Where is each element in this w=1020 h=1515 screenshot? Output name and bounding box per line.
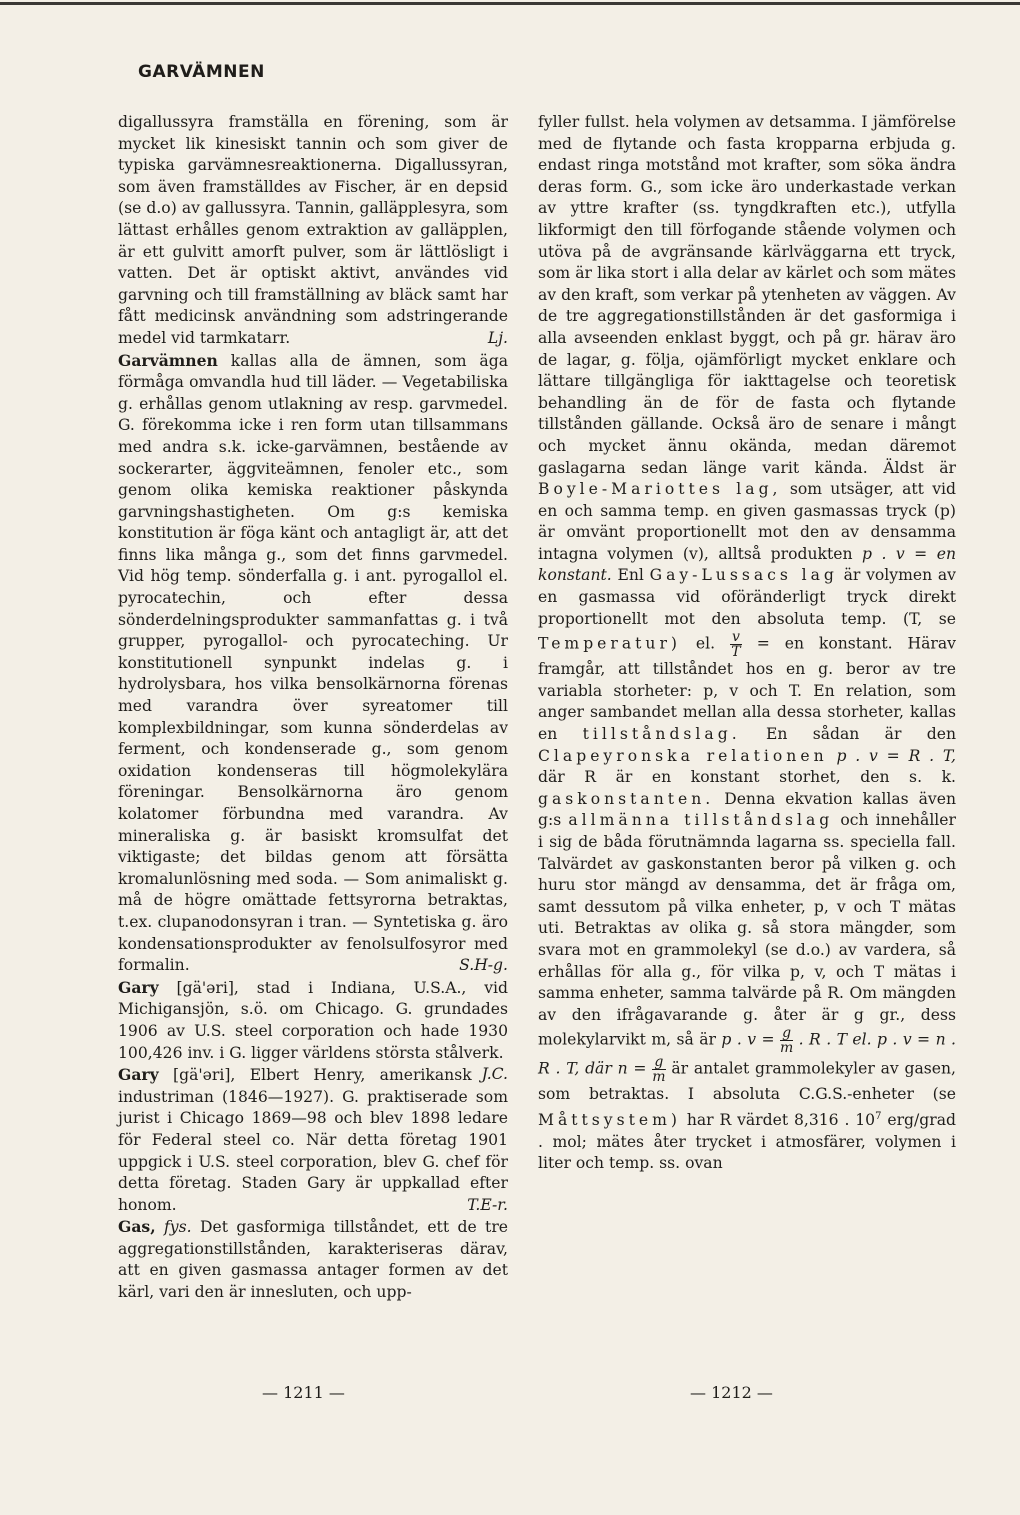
author-signature: J.C. bbox=[481, 1065, 508, 1084]
term-boyle-mariotte: Boyle-Mariottes lag, bbox=[538, 480, 782, 499]
author-signature: Lj. bbox=[487, 328, 508, 347]
equation-part: n . R . T, där n = bbox=[538, 1030, 956, 1078]
page-header: GARVÄMNEN bbox=[138, 62, 265, 82]
headword: Gary bbox=[118, 977, 159, 997]
fraction-g-over-m: $\frac{g}{m}$ bbox=[779, 1025, 794, 1057]
equation-part: . R . T el. p . v = bbox=[798, 1030, 931, 1049]
entry-gary-city: Gary [gä'əri], stad i Indiana, U.S.A., vid Michigansjön, s.ö. om Chicago. G. grundades 1906 av U.S. steel corporation och hade 1930 100,426 inv. i G. ligger världens största stålverk. J.C. bbox=[118, 977, 508, 1064]
subject-abbreviation: fys. bbox=[164, 1218, 192, 1237]
equation-part: p . v = bbox=[721, 1030, 775, 1049]
entry-gary-person: Gary [gä'əri], Elbert Henry, amerikansk industriman (1846—1927). G. praktiserade som jurist i Chicago 1869—98 och blev 1898 ledare för Federal steel co. När detta företag 1901 uppgick i U.S. steel corporation, blev G. chef för detta företag. Staden Gary är uppkallad efter honom. T.E-r. bbox=[118, 1064, 508, 1216]
left-column bbox=[118, 112, 508, 1304]
top-border-line bbox=[0, 2, 1020, 5]
fraction-v-over-t: $\frac{v}{T}$ bbox=[731, 629, 741, 661]
fraction-g-over-m: $\frac{g}{m}$ bbox=[652, 1054, 666, 1086]
headword: Garvämnen bbox=[118, 350, 218, 370]
headword: Gas, bbox=[118, 1217, 156, 1237]
term-mattsystem: Måttsystem) bbox=[538, 1111, 681, 1130]
entry-garvamnen: Garvämnen kallas alla de ämnen, som äga förmåga omvandla hud till läder. — Vegetabiliska g. erhållas genom utlakning av resp. garvmedel. G. förekomma icke i ren form utan tillsammans med andra s.k. icke-garvämnen, bestående av sockerarter, äggviteämnen, fenoler etc., som genom olika kemiska reaktioner påskynda garvningshastigheten. Om g:s kemiska konstitution är föga känt och antagligt är, att det finns lika många g., som det finns garvmedel. Vid hög temp. sönderfalla g. i ant. pyrogallol el. pyrocatechin, och efter dessa sönderdelningsprodukter sammanfattas g. i två grupper, pyrogallol- och pyrocateching. Ur konstitutionell synpunkt indelas g. i hydrolysbara, hos vilka bensolkärnorna förenas med varandra över syreatomer till komplexbildningar, som kunna sönderdelas av ferment, och kondenserade g., som genom oxidation kondenseras till högmolekylära föreningar. Bensolkärnorna äro genom kolatomer förbundna med varandra. Av mineraliska g. är basiskt kromsulfat det viktigaste; det bildas genom att försätta kromalunlösning med soda. — Som animaliskt g. må de högre omättade fettsyrorna betraktas, t.ex. clupanodonsyran i tran. — Syntetiska g. äro kondensationsprodukter av fenolsulfosyror med formalin. S.H-g. bbox=[118, 350, 508, 977]
equation-pv: p . v = en konstant. bbox=[538, 544, 956, 585]
term-allmanna-tillstandslag: allmänna tillståndslag bbox=[568, 811, 834, 830]
term-gay-lussac: Gay-Lussacs lag bbox=[649, 566, 838, 585]
term-clapeyron: Clapeyronska relationen bbox=[538, 746, 828, 765]
gas-continuation: fyller fullst. hela volymen av detsamma. I jämförelse med de flytande och fasta kropparna erbjuda g. endast ringa motstånd mot krafter, som söka ändra deras form. G., som icke äro underkastade verkan av yttre krafter (ss. tyngdkraften etc.), utfylla likformigt den till förfogande stående volymen och utöva på de avgränsande kärlväggarna ett tryck, som är lika stort i alla delar av kärlet och som mätes av den kraft, som verkar på ytenheten av väggen. Av de tre aggregationstillstånden är det gasformiga i alla avseenden enklast byggt, och på gr. härav äro de lagar, g. följa, ojämförligt mycket enklare och lättare tillgängliga för iakttagelse och teoretisk behandling än de för de fasta och flytande tillstånden gällande. Också äro de senare i mångt och mycket ännu okända, medan däremot gaslagarna sedan länge varit kända. Äldst är Boyle-Mariottes lag, som utsäger, att vid en och samma temp. en given gasmassas tryck (p) är omvänt proportionellt mot den av densamma intagna volymen (v), alltså produkten p . v = en konstant. Enl Gay-Lussacs lag är volymen av en gasmassa vid oföränderligt tryck direkt proportionellt mot den absoluta temp. (T, se Temperatur) el. $\frac{v}{T}$ = en konstant. Härav framgår, att tillståndet hos en g. beror av tre variabla storheter: p, v och T. En relation, som anger sambandet mellan alla dessa storheter, kallas en tillståndslag. En sådan är den Clapeyronska relationen p . v = R . T, där R är en konstant storhet, den s. k. gaskonstanten. Denna ekvation kallas även g:s allmänna tillståndslag och innehåller i sig de båda förutnämnda lagarna ss. speciella fall. Talvärdet av gaskonstanten beror på vilken g. och huru stor mängd av densamma, det är fråga om, samt dessutom på vilka enheter, p, v och T mätas uti. Betraktas av olika g. så stora mängder, som svara mot en grammolekyl (se d.o.) av vardera, så erhållas för alla g., för vilka p, v, och T mätas i samma enheter, samma talvärde på R. Om mängden av den ifrågavarande g. åter är g gr., dess molekylarvikt m, så är p . v = $\frac{g}{m}$ . R . T el. p . v = n . R . T, där n = $\frac{g}{m}$ är antalet grammolekyler av gasen, som betraktas. I absoluta C.G.S.-enheter (se Måttsystem) har R värdet 8,316 . $10^7$ erg/grad . mol; mätes åter trycket i atmosfärer, volymen i liter och temp. ss. ovan bbox=[538, 113, 956, 1173]
author-signature: T.E-r. bbox=[467, 1195, 508, 1214]
term-temperatur: Temperatur) bbox=[538, 634, 682, 653]
page-number-right: — 1212 — bbox=[690, 1383, 773, 1402]
headword: Gary bbox=[118, 1065, 159, 1085]
entry-gas: Gas, fys. Det gasformiga tillståndet, ett de tre aggregationstillstånden, karakteriseras därav, att en given gasmassa antager formen av det kärl, vari den är innesluten, och upp- bbox=[118, 1217, 508, 1302]
equation-pv-rt: p . v = R . T, bbox=[836, 746, 956, 765]
right-column bbox=[538, 112, 956, 1175]
author-signature: S.H-g. bbox=[459, 956, 508, 975]
term-tillstandslag: tillståndslag. bbox=[582, 725, 741, 744]
page-number-left: — 1211 — bbox=[262, 1383, 345, 1402]
term-gaskonstanten: gaskonstanten. bbox=[538, 789, 715, 808]
paragraph-digallussyra: digallussyra framställa en förening, som är mycket lik kinesiskt tannin och som giver de typiska garvämnesreaktionerna. Digallussyran, som även framställdes av Fischer, är en depsid (se d.o) av gallussyra. Tannin, galläpplesyra, som lättast erhålles genom extraktion av galläpplen, är ett gulvitt amorft pulver, som är lättlösligt i vatten. Det är optiskt aktivt, användes vid garvning och till framställning av bläck samt har fått medicinsk användning som adstringerande medel vid tarmkatarr. Lj. bbox=[118, 112, 508, 350]
